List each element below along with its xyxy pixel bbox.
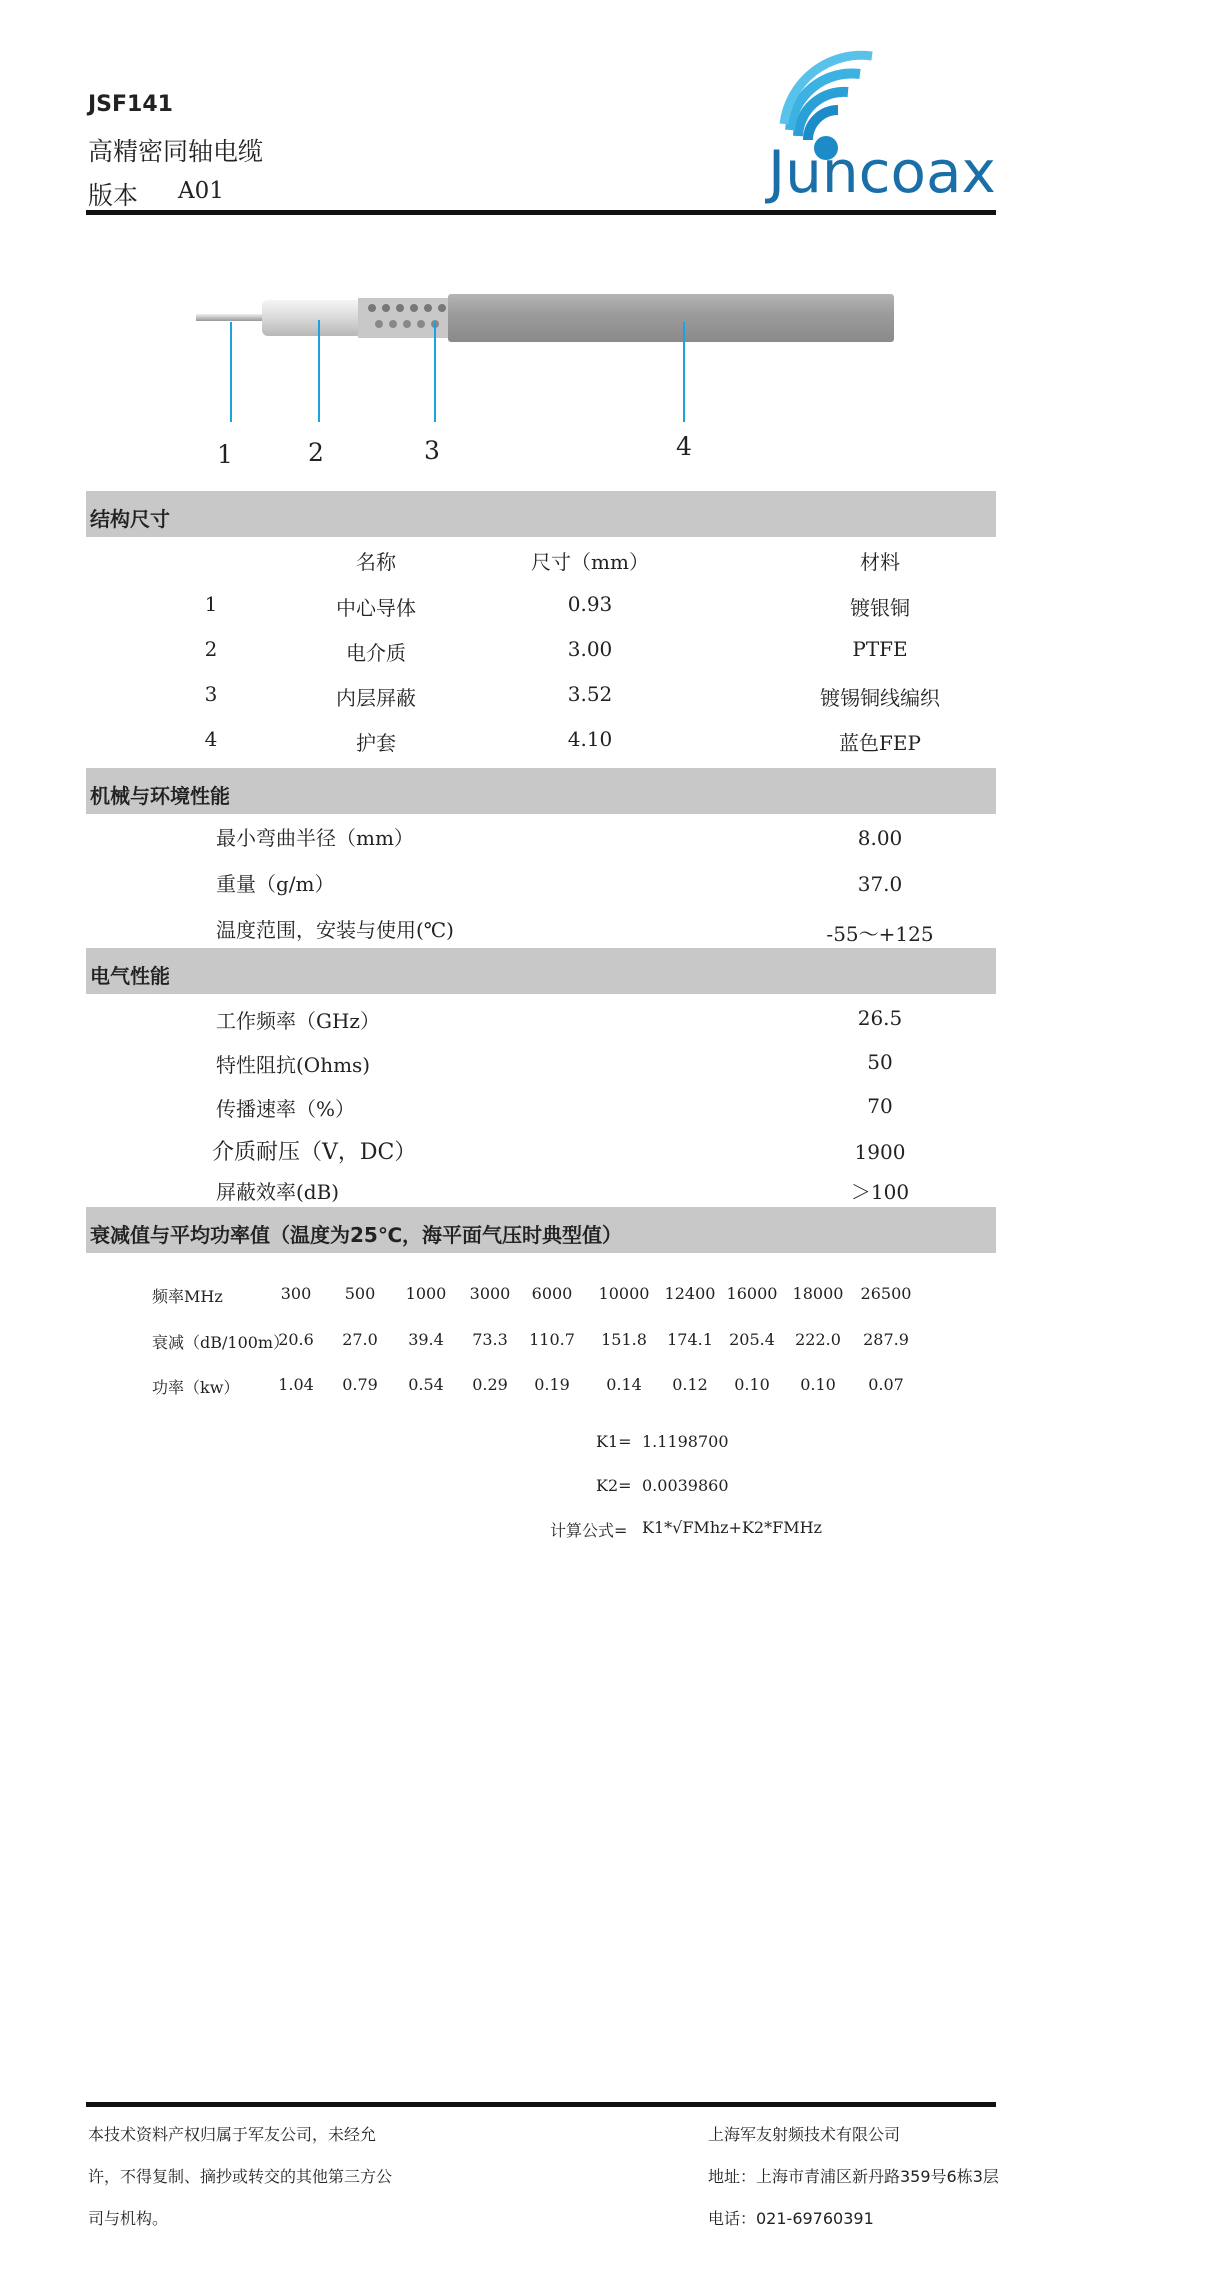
callout-line-2 (318, 320, 320, 422)
structure-row-name: 中心导体 (336, 596, 416, 620)
structure-row-size: 4.10 (567, 727, 613, 751)
freq-cell: 10000 (598, 1284, 650, 1303)
callout-line-1 (230, 322, 232, 422)
mechanical-label: 温度范围，安装与使用(℃) (216, 918, 454, 942)
footer-copyright-line: 本技术资料产权归属于军友公司，未经允 (88, 2125, 377, 2144)
version-label: 版本 (88, 181, 139, 210)
mechanical-label: 重量（g/m） (216, 872, 335, 896)
freq-cell: 500 (344, 1284, 376, 1303)
mechanical-value: -55～+125 (826, 922, 934, 946)
power-cell: 0.10 (800, 1375, 836, 1394)
section-title-attenuation: 衰减值与平均功率值（温度为25℃，海平面气压时典型值） (90, 1223, 623, 1247)
column-header-name: 名称 (356, 550, 396, 574)
k1-label: K1= (596, 1432, 632, 1451)
freq-cell: 1000 (405, 1284, 447, 1303)
callout-number: 2 (308, 438, 324, 467)
footer-address: 地址：上海市青浦区新丹路359号6栋3层 (708, 2167, 999, 2186)
mechanical-value: 37.0 (857, 872, 903, 896)
freq-cell: 300 (280, 1284, 312, 1303)
power-cell: 1.04 (278, 1375, 314, 1394)
atten-cell: 174.1 (667, 1330, 713, 1349)
section-band-structure (86, 491, 996, 537)
structure-row-material: 镀锡铜线编织 (820, 686, 940, 710)
electrical-label: 特性阻抗(Ohms) (216, 1053, 371, 1077)
structure-row-material: PTFE (852, 637, 908, 661)
logo-text: Juncoax (768, 138, 996, 206)
power-cell: 0.54 (408, 1375, 444, 1394)
power-cell: 0.07 (868, 1375, 904, 1394)
section-band-electrical (86, 948, 996, 994)
atten-cell: 39.4 (408, 1330, 444, 1349)
column-header-material: 材料 (860, 550, 900, 574)
version-value: A01 (178, 178, 224, 204)
electrical-value: 26.5 (857, 1006, 903, 1030)
footer-phone: 电话：021-69760391 (708, 2209, 874, 2228)
cable-structure-diagram (190, 290, 920, 370)
electrical-value: 50 (867, 1050, 893, 1074)
footer-copyright-line: 许，不得复制、摘抄或转交的其他第三方公 (88, 2167, 393, 2186)
atten-cell: 205.4 (729, 1330, 775, 1349)
header-divider (86, 210, 996, 215)
electrical-value: 70 (867, 1094, 893, 1118)
model-number: JSF141 (88, 92, 173, 117)
footer-divider (86, 2102, 996, 2107)
structure-row-no: 4 (204, 727, 218, 751)
structure-row-size: 3.52 (567, 682, 613, 706)
jacket (448, 294, 894, 342)
callout-number: 4 (676, 432, 692, 461)
mechanical-value: 8.00 (857, 826, 903, 850)
power-row-label: 功率（kw） (152, 1378, 240, 1397)
formula-label: 计算公式= (550, 1521, 628, 1540)
atten-cell: 287.9 (863, 1330, 909, 1349)
power-cell: 0.19 (534, 1375, 570, 1394)
electrical-label: 介质耐压（V，DC） (212, 1140, 417, 1165)
structure-row-no: 3 (204, 682, 218, 706)
structure-row-size: 0.93 (567, 592, 613, 616)
freq-cell: 12400 (664, 1284, 716, 1303)
footer-company: 上海军友射频技术有限公司 (708, 2125, 901, 2144)
electrical-value: ＞100 (850, 1180, 910, 1204)
power-cell: 0.14 (606, 1375, 642, 1394)
k1-value: 1.1198700 (642, 1432, 729, 1451)
structure-row-material: 镀银铜 (850, 596, 910, 620)
braid-shield (358, 298, 450, 338)
freq-row-label: 频率MHz (152, 1287, 223, 1306)
structure-row-name: 内层屏蔽 (336, 686, 416, 710)
section-title-structure: 结构尺寸 (90, 507, 170, 531)
atten-cell: 20.6 (278, 1330, 314, 1349)
dielectric (262, 300, 362, 336)
atten-cell: 151.8 (601, 1330, 647, 1349)
atten-cell: 222.0 (795, 1330, 841, 1349)
freq-cell: 26500 (860, 1284, 912, 1303)
atten-cell: 73.3 (472, 1330, 508, 1349)
section-title-electrical: 电气性能 (90, 964, 170, 988)
electrical-value: 1900 (854, 1140, 906, 1164)
atten-row-label: 衰减（dB/100m） (152, 1333, 290, 1352)
callout-number: 3 (424, 436, 440, 465)
callout-line-4 (683, 322, 685, 422)
callout-line-3 (434, 322, 436, 422)
section-title-mechanical: 机械与环境性能 (90, 784, 230, 808)
power-cell: 0.79 (342, 1375, 378, 1394)
structure-row-no: 1 (204, 592, 218, 616)
power-cell: 0.10 (734, 1375, 770, 1394)
product-name: 高精密同轴电缆 (88, 137, 264, 166)
power-cell: 0.29 (472, 1375, 508, 1394)
mechanical-label: 最小弯曲半径（mm） (216, 826, 414, 850)
electrical-label: 屏蔽效率(dB) (216, 1180, 340, 1204)
structure-row-name: 电介质 (346, 641, 406, 665)
atten-cell: 110.7 (529, 1330, 575, 1349)
freq-cell: 18000 (792, 1284, 844, 1303)
freq-cell: 6000 (531, 1284, 573, 1303)
structure-row-name: 护套 (356, 731, 396, 755)
center-conductor (196, 314, 266, 321)
structure-row-no: 2 (204, 637, 218, 661)
electrical-label: 传播速率（%） (216, 1097, 356, 1121)
structure-row-material: 蓝色FEP (839, 731, 921, 755)
freq-cell: 16000 (726, 1284, 778, 1303)
callout-number: 1 (217, 440, 233, 469)
structure-row-size: 3.00 (567, 637, 613, 661)
footer-copyright-line: 司与机构。 (88, 2209, 169, 2228)
power-cell: 0.12 (672, 1375, 708, 1394)
k2-label: K2= (596, 1476, 632, 1495)
freq-cell: 3000 (469, 1284, 511, 1303)
formula-value: K1*√FMhz+K2*FMHz (642, 1518, 822, 1537)
column-header-size: 尺寸（mm） (531, 550, 649, 574)
electrical-label: 工作频率（GHz） (216, 1009, 380, 1033)
k2-value: 0.0039860 (642, 1476, 729, 1495)
atten-cell: 27.0 (342, 1330, 378, 1349)
